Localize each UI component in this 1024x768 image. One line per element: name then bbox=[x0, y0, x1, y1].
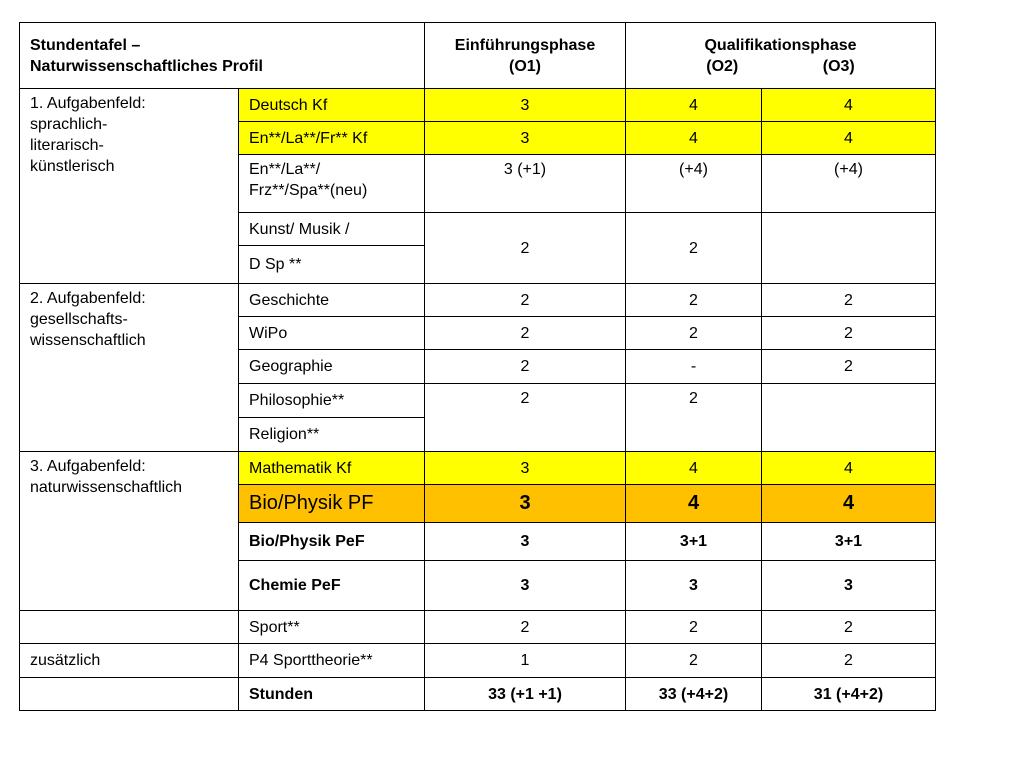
subject-cell: D Sp ** bbox=[239, 246, 425, 284]
header-qualifikationsphase bbox=[626, 23, 936, 89]
group-cell-3 bbox=[20, 452, 239, 611]
header-label-o3: (O3) bbox=[822, 57, 855, 75]
group-label: 3. Aufgabenfeld: bbox=[30, 458, 146, 475]
subject-cell: Sport** bbox=[239, 611, 425, 644]
subject-cell: Geographie bbox=[239, 350, 425, 384]
hours-cell: 3 bbox=[425, 523, 626, 561]
group-cell-extra: zusätzlich bbox=[20, 644, 239, 678]
hours-cell: 2 bbox=[626, 611, 762, 644]
hours-cell: 2 bbox=[626, 284, 762, 317]
hours-cell-empty bbox=[762, 384, 936, 452]
hours-cell: 2 bbox=[425, 213, 626, 284]
subject-cell bbox=[239, 155, 425, 213]
hours-cell: 2 bbox=[626, 644, 762, 678]
hours-cell: 4 bbox=[626, 122, 762, 155]
table-row bbox=[20, 644, 936, 678]
hours-cell: 3 bbox=[425, 485, 626, 523]
table-title bbox=[20, 23, 425, 89]
hours-cell: 3+1 bbox=[762, 523, 936, 561]
subject-line: En**/La**/ bbox=[249, 161, 321, 178]
group-cell-2 bbox=[20, 284, 239, 452]
group-label: wissenschaftlich bbox=[30, 332, 146, 349]
hours-cell: 2 bbox=[762, 611, 936, 644]
subject-cell: Mathematik Kf bbox=[239, 452, 425, 485]
subject-line: Frz**/Spa**(neu) bbox=[249, 182, 368, 199]
total-cell: 33 (+4+2) bbox=[626, 678, 762, 711]
subject-cell: Philosophie** bbox=[239, 384, 425, 418]
total-cell: 33 (+1 +1) bbox=[425, 678, 626, 711]
group-label: literarisch- bbox=[30, 137, 104, 154]
subject-cell: Geschichte bbox=[239, 284, 425, 317]
hours-cell: 3 bbox=[425, 89, 626, 122]
hours-cell: 2 bbox=[425, 350, 626, 384]
title-line: Stundentafel – bbox=[30, 36, 141, 54]
hours-cell: (+4) bbox=[762, 155, 936, 213]
hours-cell: 3 bbox=[762, 561, 936, 611]
subject-cell: Deutsch Kf bbox=[239, 89, 425, 122]
hours-cell: 1 bbox=[425, 644, 626, 678]
group-label: 2. Aufgabenfeld: bbox=[30, 290, 146, 307]
hours-cell: 4 bbox=[626, 485, 762, 523]
hours-cell: 2 bbox=[762, 317, 936, 350]
group-label: 1. Aufgabenfeld: bbox=[30, 95, 146, 112]
subject-cell: Kunst/ Musik / bbox=[239, 213, 425, 246]
header-label: Einführungsphase bbox=[454, 36, 596, 54]
table-row bbox=[20, 89, 936, 122]
hours-cell: 2 bbox=[762, 644, 936, 678]
table-row bbox=[20, 284, 936, 317]
hours-cell: 3 bbox=[626, 561, 762, 611]
hours-cell: 3 bbox=[425, 122, 626, 155]
total-row bbox=[20, 678, 936, 711]
hours-cell: (+4) bbox=[626, 155, 762, 213]
header-row bbox=[20, 23, 936, 89]
group-label: sprachlich- bbox=[30, 116, 108, 133]
hours-cell: - bbox=[626, 350, 762, 384]
group-label: künstlerisch bbox=[30, 158, 115, 175]
group-cell-empty bbox=[20, 611, 239, 644]
group-cell-1 bbox=[20, 89, 239, 284]
title-line: Naturwissenschaftliches Profil bbox=[30, 57, 263, 75]
header-label: Qualifikationsphase bbox=[704, 36, 857, 54]
hours-cell: 4 bbox=[762, 122, 936, 155]
table-row bbox=[20, 452, 936, 485]
group-label: gesellschafts- bbox=[30, 311, 128, 328]
hours-cell: 2 bbox=[425, 384, 626, 452]
hours-cell: 4 bbox=[626, 89, 762, 122]
hours-cell: 4 bbox=[626, 452, 762, 485]
subject-cell: Bio/Physik PF bbox=[239, 485, 425, 523]
hours-cell: 4 bbox=[762, 452, 936, 485]
hours-cell: 2 bbox=[626, 384, 762, 452]
subject-cell: WiPo bbox=[239, 317, 425, 350]
subject-cell: Chemie PeF bbox=[239, 561, 425, 611]
hours-cell: 2 bbox=[425, 611, 626, 644]
header-label: (O1) bbox=[509, 57, 541, 75]
hours-cell: 3 bbox=[425, 561, 626, 611]
header-label-o2: (O2) bbox=[706, 57, 739, 75]
header-einfuehrungsphase bbox=[425, 23, 626, 89]
subject-cell: P4 Sporttheorie** bbox=[239, 644, 425, 678]
hours-cell: 3+1 bbox=[626, 523, 762, 561]
group-cell-empty bbox=[20, 678, 239, 711]
subject-cell: Stunden bbox=[239, 678, 425, 711]
total-cell: 31 (+4+2) bbox=[762, 678, 936, 711]
hours-cell: 2 bbox=[626, 317, 762, 350]
hours-cell: 2 bbox=[425, 284, 626, 317]
hours-cell: 2 bbox=[762, 350, 936, 384]
subject-cell: Religion** bbox=[239, 418, 425, 452]
hours-cell: 2 bbox=[425, 317, 626, 350]
subject-cell: Bio/Physik PeF bbox=[239, 523, 425, 561]
timetable bbox=[19, 22, 936, 711]
hours-cell: 2 bbox=[762, 284, 936, 317]
hours-cell: 3 (+1) bbox=[425, 155, 626, 213]
hours-cell: 4 bbox=[762, 89, 936, 122]
table-row bbox=[20, 611, 936, 644]
hours-cell-empty bbox=[762, 213, 936, 284]
hours-cell: 4 bbox=[762, 485, 936, 523]
group-label: naturwissenschaftlich bbox=[30, 479, 183, 496]
hours-cell: 3 bbox=[425, 452, 626, 485]
subject-cell: En**/La**/Fr** Kf bbox=[239, 122, 425, 155]
hours-cell: 2 bbox=[626, 213, 762, 284]
